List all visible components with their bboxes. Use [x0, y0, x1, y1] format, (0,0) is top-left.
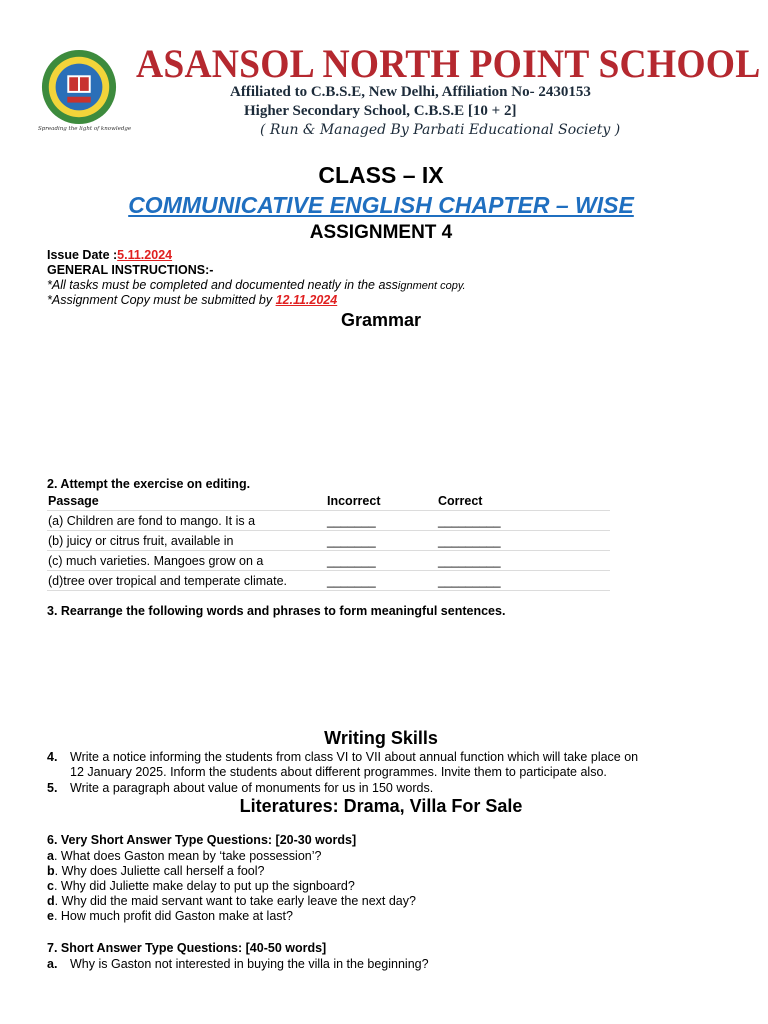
grammar-heading: Grammar	[340, 310, 422, 330]
table-cell: _________	[437, 531, 610, 551]
column-header: Incorrect	[326, 491, 437, 511]
item-letter: b	[47, 864, 55, 878]
table-row	[47, 571, 610, 591]
table-row	[47, 551, 610, 571]
class-title: CLASS – IX	[318, 162, 444, 188]
table-cell: _________	[437, 511, 610, 531]
affiliation-line: Affiliated to C.B.S.E, New Delhi, Affiliation No- 2430153	[230, 84, 591, 100]
issue-date	[47, 248, 172, 262]
item-text: Write a notice informing the students from class VI to VII about annual function which will take place on	[70, 750, 639, 764]
item-text-continued: 12 January 2025. Inform the students about different programmes. Invite them to participate also.	[70, 765, 607, 779]
list-item	[47, 864, 264, 878]
item-letter: e	[47, 909, 54, 923]
list-item	[47, 909, 293, 923]
instruction-2-main: *Assignment Copy must be submitted by	[47, 293, 276, 307]
item-text: . Why did Juliette make delay to put up the signboard?	[53, 879, 355, 893]
item-number: 4.	[47, 750, 58, 764]
list-item	[47, 781, 433, 795]
item-text: . What does Gaston mean by ‘take possession’?	[53, 849, 322, 863]
table-row	[47, 531, 610, 551]
item-text: . Why does Juliette call herself a fool?	[54, 864, 265, 878]
q7-heading: 7. Short Answer Type Questions: [40-50 words]	[47, 941, 327, 955]
table-cell: _______	[326, 511, 437, 531]
management-line: ( Run & Managed By Parbati Educational Society )	[260, 122, 621, 138]
table-cell: (b) juicy or citrus fruit, available in	[47, 531, 326, 551]
table-cell: _______	[326, 531, 437, 551]
item-text: Write a paragraph about value of monuments for us in 150 words.	[70, 781, 434, 795]
table-cell: _________	[437, 551, 610, 571]
table-header-row	[47, 491, 610, 511]
list-item	[47, 879, 355, 893]
table-cell: (d)tree over tropical and temperate climate.	[47, 571, 326, 591]
school-logo	[40, 48, 118, 126]
logo-caption: Spreading the light of knowledge	[38, 126, 132, 132]
issue-date-value: 5.11.2024	[117, 248, 173, 262]
item-text: Why is Gaston not interested in buying the villa in the beginning?	[70, 957, 429, 971]
list-item	[47, 849, 321, 863]
editing-table	[47, 491, 610, 591]
literature-heading: Literatures: Drama, Villa For Sale	[239, 796, 523, 816]
table-cell: (a) Children are fond to mango. It is a	[47, 511, 326, 531]
column-header: Correct	[437, 491, 610, 511]
item-letter: c	[47, 879, 54, 893]
table-row	[47, 511, 610, 531]
assignment-title: ASSIGNMENT 4	[309, 222, 453, 243]
item-letter: a.	[47, 957, 58, 971]
item-text: . Why did the maid servant want to take early leave the next day?	[54, 894, 416, 908]
item-letter: a	[47, 849, 54, 863]
q2-heading: 2. Attempt the exercise on editing.	[47, 477, 251, 491]
q3-heading: 3. Rearrange the following words and phrases to form meaningful sentences.	[47, 604, 506, 618]
school-name: ASANSOL NORTH POINT SCHOOL	[136, 41, 761, 86]
subject-title: COMMUNICATIVE ENGLISH CHAPTER – WISE	[128, 192, 634, 218]
instruction-1-main: *All tasks must be completed and documented neatly in the ass	[47, 278, 398, 292]
instruction-1	[47, 278, 466, 292]
table-cell: _________	[437, 571, 610, 591]
list-item	[47, 894, 416, 908]
instructions-heading: GENERAL INSTRUCTIONS:-	[47, 263, 214, 277]
writing-heading: Writing Skills	[324, 728, 438, 748]
table-cell: _______	[326, 551, 437, 571]
q6-heading: 6. Very Short Answer Type Questions: [20-30 words]	[47, 833, 357, 847]
issue-date-label: Issue Date :	[47, 248, 118, 262]
table-cell: _______	[326, 571, 437, 591]
instruction-2	[47, 293, 337, 307]
item-number: 5.	[47, 781, 58, 795]
school-level-line: Higher Secondary School, C.B.S.E [10 + 2]	[244, 103, 517, 119]
table-cell: (c) much varieties. Mangoes grow on a	[47, 551, 326, 571]
list-item	[47, 750, 638, 764]
column-header: Passage	[47, 491, 326, 511]
submit-date: 12.11.2024	[275, 293, 338, 307]
instruction-1-tail: ignment copy.	[397, 280, 466, 292]
item-letter: d	[47, 894, 55, 908]
item-text: . How much profit did Gaston make at last?	[53, 909, 293, 923]
list-item	[47, 957, 429, 971]
